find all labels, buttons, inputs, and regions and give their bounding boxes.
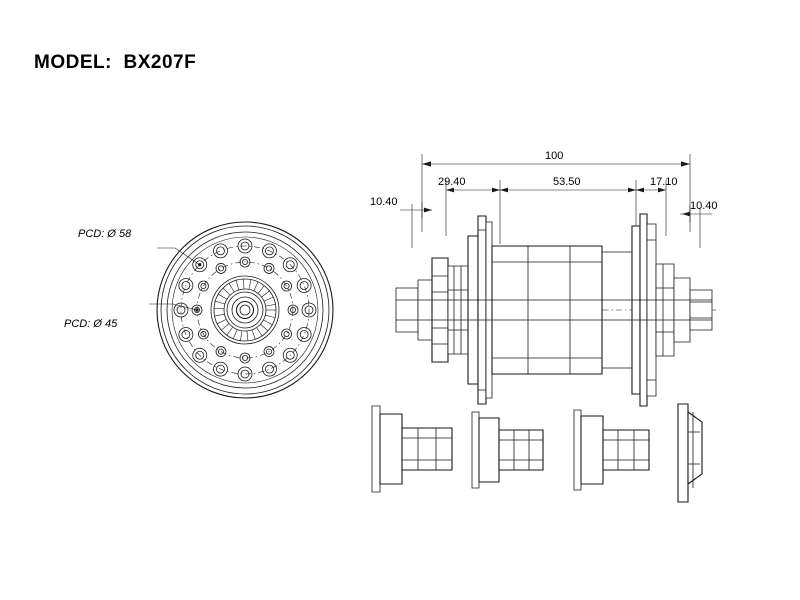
pcd-45-label: PCD: Ø 45 <box>64 318 118 330</box>
dim-right-end-cap: 10.40 <box>690 200 718 212</box>
end-cap-parts-row <box>360 398 760 508</box>
dim-left-end-cap: 10.40 <box>370 196 398 208</box>
part-3 <box>574 410 649 490</box>
pcd-58-label: PCD: Ø 58 <box>78 228 132 240</box>
part-1 <box>372 406 452 492</box>
dim-left-flange-offset: 29.40 <box>438 176 466 188</box>
dim-right-flange-offset: 17.10 <box>650 176 678 188</box>
part-4 <box>678 404 702 502</box>
dim-center-span: 53.50 <box>553 176 581 188</box>
part-2 <box>472 412 543 488</box>
dim-overall-width: 100 <box>545 150 564 162</box>
page-title: MODEL: BX207F <box>34 52 197 73</box>
